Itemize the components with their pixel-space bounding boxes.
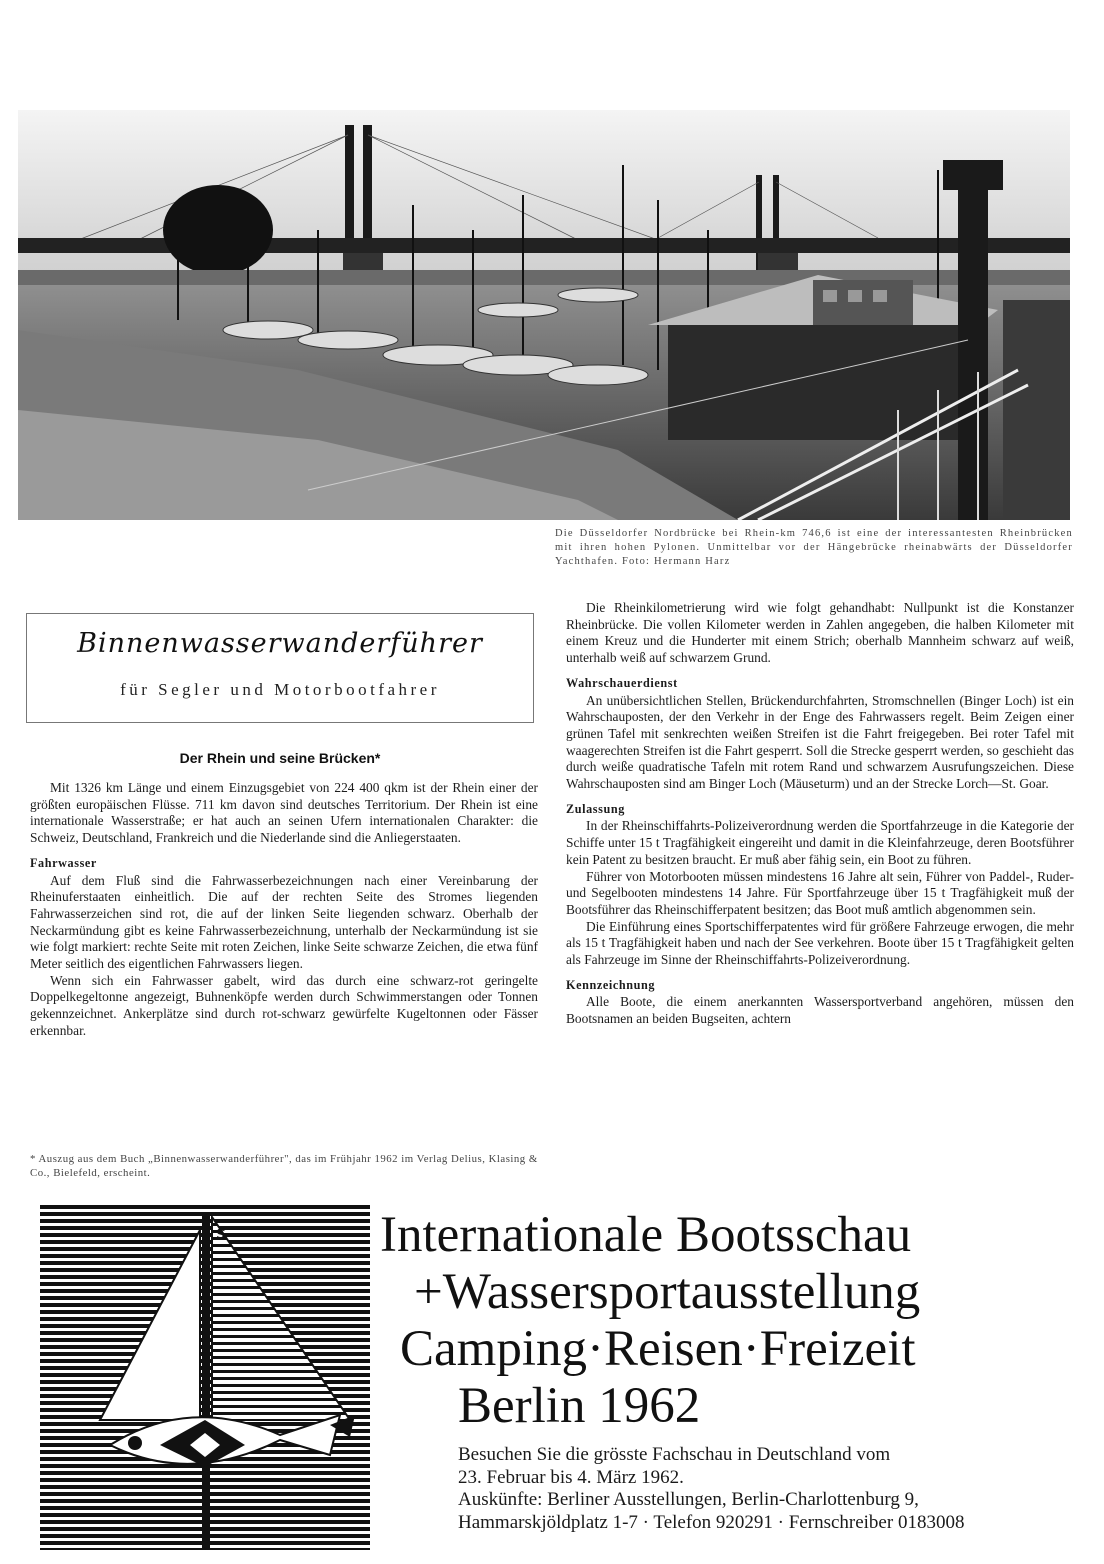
sailboat-illustration	[40, 1205, 370, 1550]
zulassung-paragraph-2: Führer von Motorbooten müssen mindestens 16 Jahre alt sein, Führer von Paddel-, Ruder- und Segelbooten mindestens 14 Jahre. Für Sportfahrzeuge über 15 t Tragfähigkeit muß der Bootsführer das Rheinschifferpatent besitzen; das Boot muß amtlich abgenommen sein.	[566, 868, 1074, 917]
ad-info	[458, 1444, 1098, 1534]
kennzeichnung-paragraph: Alle Boote, die einem anerkannten Wassersportverband angehören, müssen den Bootsnamen an beiden Bugseiten, achtern	[566, 994, 1074, 1027]
ad-headline-line-4: Berlin 1962	[458, 1378, 701, 1434]
fahrwasser-paragraph-1: Auf dem Fluß sind die Fahrwasserbezeichnungen nach einer Vereinbarung der Rheinuferstaaten einheitlich. Die auf der rechten Seite des Stromes liegenden Fahrwasserzeichen sind rot, die auf der linken Seite liegenden schwarz. Oberhalb der Neckarmündung gibt es keine Fahrwasserbezeichnung, unterhalb der Neckarmündung ist sie wie folgt markiert: rechte Seite mit roten Zeichen, linke Seite schwarze Zeichen, die etwa fünf Meter seitlich des eigentlichen Fahrwassers liegen.	[30, 872, 538, 972]
kilometrierung-paragraph: Die Rheinkilometrierung wird wie folgt gehandhabt: Nullpunkt ist die Konstanzer Rheinbrücke. Die vollen Kilometer werden in Zahlen angegeben, die halben Kilometer mit einem Kreuz und die Hunderter mit einem Strich; oberhalb Mannheim schwarz auf weiß, unterhalb weiß auf schwarzem Grund.	[566, 600, 1074, 666]
ad-info-line-1: Besuchen Sie die grösste Fachschau in Deutschland vom	[458, 1444, 891, 1465]
ad-info-line-4: Hammarskjöldplatz 1-7 · Telefon 920291 · Fernschreiber 0183008	[458, 1511, 965, 1533]
sailboat-artwork	[40, 1205, 370, 1550]
article-heading: Der Rhein und seine Brücken*	[179, 750, 381, 766]
section-heading-fahrwasser: Fahrwasser	[30, 855, 97, 870]
photo-illustration	[18, 110, 1070, 520]
harbor-photo	[18, 110, 1070, 520]
ad-info-line-2: 23. Februar bis 4. März 1962.	[458, 1466, 684, 1488]
wahrschau-paragraph: An unübersichtlichen Stellen, Brückendurchfahrten, Stromschnellen (Binger Loch) ist ein Wahrschauposten, der den Verkehr in der Enge des Fahrwassers regelt. Beim Zeigen einer grünen Tafel mit senkrechten weißen Streifen ist die Fahrt freigegeben. Bei roter Tafel mit waagerechten Streifen ist die Fahrt gesperrt. Soll die Strecke gesperrt werden, so geschieht das durch weiße quadratische Tafeln mit rotem Rand und schwarzem Ausrufungszeichen. Diese Wahrschauposten sind am Binger Loch (Mäuseturm) und an der Strecke Lorch—St. Goar.	[566, 692, 1074, 792]
photo-caption: Die Düsseldorfer Nordbrücke bei Rhein-km 746,6 ist eine der interessantesten Rheinbrücken mit ihren hohen Pylonen. Unmittelbar vor der Hängebrücke rheinabwärts der Düsseldorfer Yachthafen. Foto: Hermann Harz	[555, 528, 1073, 567]
article-column-right	[566, 600, 1074, 1028]
zulassung-paragraph-3: Die Einführung eines Sportschifferpatentes wird für größere Fahrzeuge erwogen, die mehr als 15 t Tragfähigkeit haben und nach der See verkehren. Boote über 15 t Tragfähigkeit gelten als Fahrzeuge im Sinne der Rheinschiffahrts-Polizeiverordnung.	[566, 918, 1074, 968]
ad-info-line-3: Auskünfte: Berliner Ausstellungen, Berlin-Charlottenburg 9,	[458, 1489, 919, 1510]
intro-paragraph: Mit 1326 km Länge und einem Einzugsgebiet von 224 400 qkm ist der Rhein einer der größten europäischen Flüsse. 711 km davon sind deutsches Territorium. Der Rhein ist eine internationale Wasserstraße; er hat auch an seinen Ufern internationalen Charakter: die Schweiz, Deutschland, Frankreich und die Niederlande sind die Anliegerstaaten.	[30, 780, 538, 846]
zulassung-paragraph-1: In der Rheinschiffahrts-Polizeiverordnung werden die Sportfahrzeuge in die Kategorie der Schiffe unter 15 t Tragfähigkeit eingereiht und damit in die Kleinfahrzeuge, deren Bootsführer kein Patent zu besitzen braucht. Er muß aber fähig sein, ein Boot zu führen.	[566, 818, 1074, 867]
series-title: Binnenwasserwanderführer	[77, 628, 483, 659]
section-heading-kennzeichnung: Kennzeichnung	[566, 977, 656, 992]
footnote: * Auszug aus dem Buch „Binnenwasserwanderführer", das im Frühjahr 1962 im Verlag Delius, Klasing & Co., Bielefeld, erscheint.	[30, 1153, 538, 1179]
ad-headline-line-1: Internationale Bootsschau	[380, 1207, 912, 1263]
ad-headline-line-3: Camping·Reisen·Freizeit	[400, 1321, 916, 1377]
series-subtitle: für Segler und Motorbootfahrer	[120, 680, 440, 699]
ad-headline-line-2: +Wassersportausstellung	[414, 1264, 921, 1320]
article-column-left	[30, 780, 538, 1040]
series-title-box	[26, 613, 534, 723]
sail-letter: S	[216, 1227, 227, 1243]
fahrwasser-paragraph-2: Wenn sich ein Fahrwasser gabelt, wird das durch eine schwarz-rot geringelte Doppelkegeltonne angezeigt, Buhnenköpfe werden durch Schwimmerstangen oder Tonnen gekennzeichnet. Ankerplätze sind durch rot-schwarz gewürfelte Kugeltonnen oder Fässer erkennbar.	[30, 972, 538, 1038]
section-heading-zulassung: Zulassung	[566, 801, 625, 816]
section-heading-wahrschauerdienst: Wahrschauerdienst	[566, 675, 678, 690]
